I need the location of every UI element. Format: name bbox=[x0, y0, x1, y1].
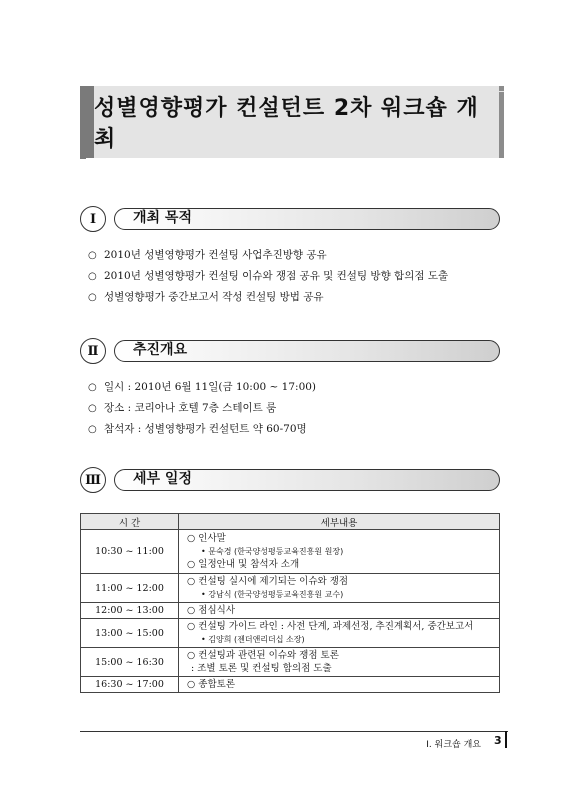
section-title: 세부 일정 bbox=[133, 471, 192, 487]
agenda-line: ○ 일정안내 및 참석자 소개 bbox=[187, 559, 300, 570]
list-item: ○ 일시 : 2010년 6월 11일(금 10:00 ~ 17:00) bbox=[88, 377, 316, 398]
agenda-line: ○ 종합토론 bbox=[187, 679, 236, 690]
details-cell bbox=[179, 619, 500, 648]
circle-bullet-icon: ○ bbox=[88, 403, 97, 414]
section-title: 개최 목적 bbox=[133, 210, 192, 226]
time-column-header: 시 간 bbox=[81, 514, 179, 530]
schedule-body bbox=[81, 530, 500, 693]
list-item: ○ 2010년 성별영향평가 컨설팅 사업추진방향 공유 bbox=[88, 245, 448, 266]
table-header-row bbox=[81, 514, 500, 530]
page-number: 3 bbox=[494, 734, 502, 747]
section-title: 추진개요 bbox=[133, 342, 188, 358]
speaker-line: • 김양희 (젠더앤리더십 소장) bbox=[201, 635, 305, 644]
time-cell: 12:00 ~ 13:00 bbox=[81, 603, 179, 619]
time-cell: 15:00 ~ 16:30 bbox=[81, 648, 179, 677]
list-item: ○ 참석자 : 성별영향평가 컨설턴트 약 60-70명 bbox=[88, 419, 316, 440]
section-header-2 bbox=[80, 338, 500, 364]
section-number: Ⅲ bbox=[80, 467, 106, 493]
title-corner-mark bbox=[80, 153, 86, 159]
details-cell bbox=[179, 603, 500, 619]
speaker-line: • 강남식 (한국양성평등교육진흥원 교수) bbox=[201, 590, 344, 599]
section-header-3 bbox=[80, 467, 500, 493]
time-cell: 11:00 ~ 12:00 bbox=[81, 574, 179, 603]
circle-bullet-icon: ○ bbox=[88, 382, 97, 393]
time-cell: 16:30 ~ 17:00 bbox=[81, 677, 179, 693]
page-number-bar bbox=[505, 731, 507, 748]
section-2-bullets bbox=[88, 377, 316, 440]
details-cell bbox=[179, 677, 500, 693]
agenda-line: ○ 컨설팅 가이드 라인 : 사전 단계, 과제선정, 추진계획서, 중간보고서 bbox=[187, 621, 474, 632]
details-cell bbox=[179, 648, 500, 677]
table-row bbox=[81, 530, 500, 574]
page-title: 성별영향평가 컨설턴트 2차 워크숍 개최 bbox=[94, 96, 479, 152]
time-cell: 10:30 ~ 11:00 bbox=[81, 530, 179, 574]
section-number: Ⅱ bbox=[80, 338, 106, 364]
table-row bbox=[81, 619, 500, 648]
list-item: ○ 장소 : 코리아나 호텔 7층 스테이트 룸 bbox=[88, 398, 316, 419]
section-title-bar bbox=[114, 208, 500, 230]
agenda-line: ○ 컨설팅 실시에 제기되는 이슈와 쟁점 bbox=[187, 576, 349, 587]
time-cell: 13:00 ~ 15:00 bbox=[81, 619, 179, 648]
circle-bullet-icon: ○ bbox=[88, 271, 97, 282]
footer-rule bbox=[80, 731, 508, 732]
section-header-1 bbox=[80, 206, 500, 232]
agenda-line: ○ 점심식사 bbox=[187, 605, 236, 616]
details-cell bbox=[179, 530, 500, 574]
list-item: ○ 성별영향평가 중간보고서 작성 컨설팅 방법 공유 bbox=[88, 287, 448, 308]
footer-chapter: Ⅰ. 워크숍 개요 bbox=[426, 740, 481, 750]
schedule-table bbox=[80, 513, 500, 693]
title-corner-square bbox=[499, 86, 504, 91]
section-title-bar bbox=[114, 469, 500, 491]
section-title-bar bbox=[114, 340, 500, 362]
section-number: Ⅰ bbox=[80, 206, 106, 232]
title-banner bbox=[80, 86, 504, 158]
speaker-line: • 문숙경 (한국양성평등교육진흥원 원장) bbox=[201, 547, 344, 556]
agenda-line: ○ 인사말 bbox=[187, 533, 226, 544]
table-row bbox=[81, 603, 500, 619]
list-item: ○ 2010년 성별영향평가 컨설팅 이슈와 쟁점 공유 및 컨설팅 방향 합의점 도출 bbox=[88, 266, 448, 287]
circle-bullet-icon: ○ bbox=[88, 292, 97, 303]
agenda-line: ○ 컨설팅과 관련된 이슈와 쟁점 토론 bbox=[187, 650, 339, 661]
table-row bbox=[81, 677, 500, 693]
circle-bullet-icon: ○ bbox=[88, 250, 97, 261]
title-left-bar bbox=[80, 86, 94, 158]
title-right-bar bbox=[499, 92, 504, 158]
details-column-header: 세부내용 bbox=[179, 514, 500, 530]
details-cell bbox=[179, 574, 500, 603]
circle-bullet-icon: ○ bbox=[88, 424, 97, 435]
table-row bbox=[81, 648, 500, 677]
section-1-bullets bbox=[88, 245, 448, 308]
table-row bbox=[81, 574, 500, 603]
agenda-line: : 조별 토론 및 컨설팅 합의점 도출 bbox=[191, 663, 332, 674]
